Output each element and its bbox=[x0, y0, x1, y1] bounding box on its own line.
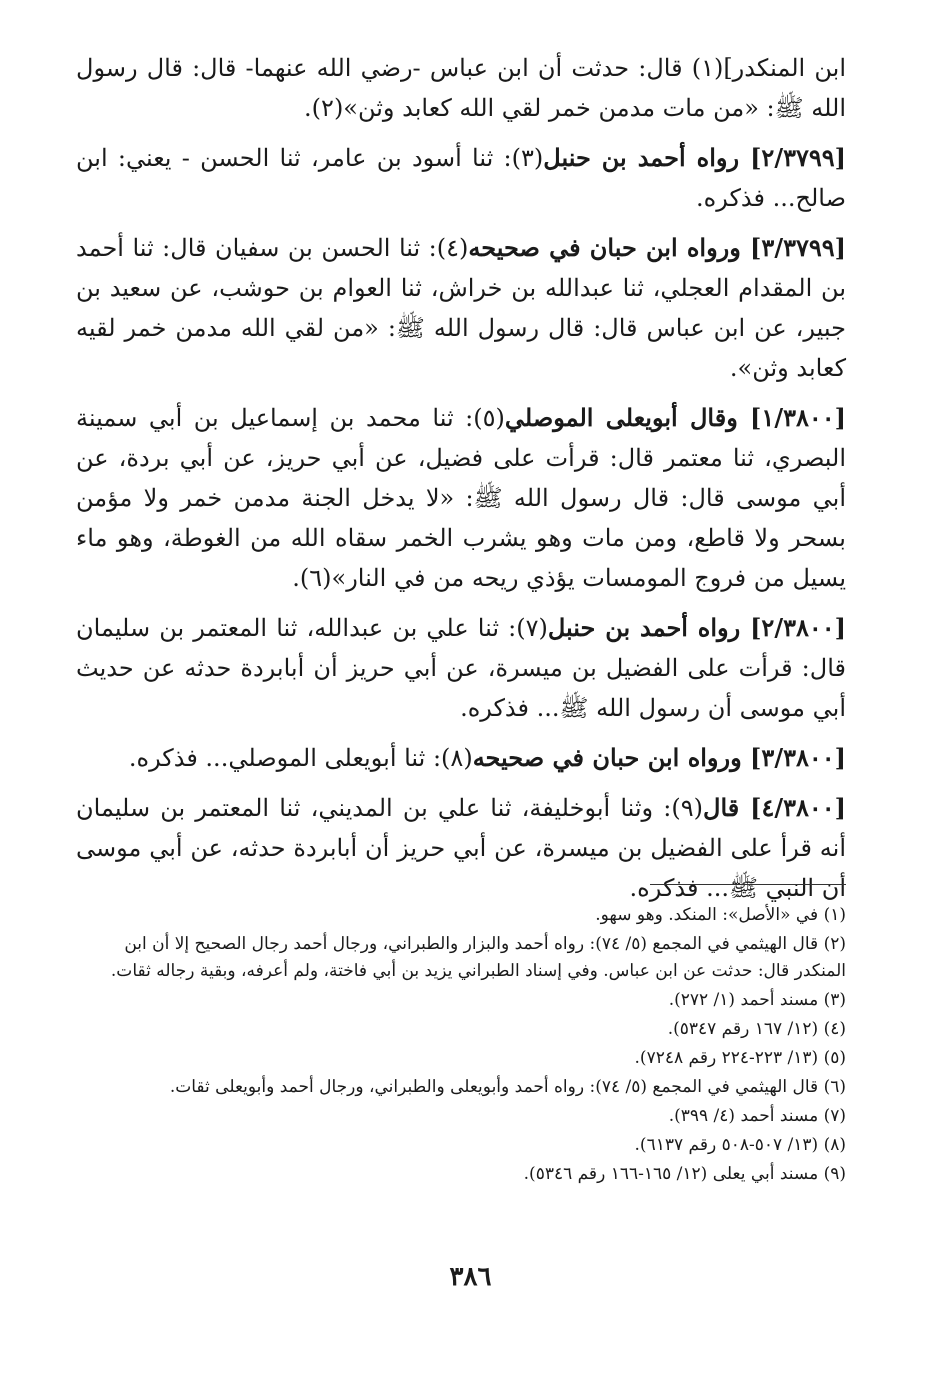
footnote: (٩) مسند أبي يعلى (١٢/ ١٦٥-١٦٦ رقم ٥٣٤٦). bbox=[523, 1164, 846, 1184]
main-text bbox=[76, 48, 846, 918]
paragraph-ref: [٣/٣٧٩٩] ورواه ابن حبان في صحيحه bbox=[468, 233, 846, 262]
paragraph-text: ابن المنكدر](١) قال: حدثت أن ابن عباس -رضي الله عنهما- قال: قال رسول الله ﷺ: «من مات مدمن خمر لقي الله كعابد وثن»(٢). bbox=[76, 54, 846, 122]
footnotes bbox=[96, 902, 846, 1190]
paragraph-ref: [١/٣٨٠٠] وقال أبويعلى الموصلي bbox=[504, 403, 846, 432]
footnote: (٨) (١٣/ ٥٠٧-٥٠٨ رقم ٦١٣٧). bbox=[634, 1135, 846, 1155]
paragraph-6 bbox=[76, 738, 846, 778]
paragraph-ref: [٤/٣٨٠٠] قال bbox=[703, 793, 847, 822]
paragraph-text: (٩): وثنا أبوخليفة، ثنا علي بن المديني، ثنا المعتمر بن سليمان أنه قرأ على الفضيل بن ميسرة، عن أبي حريز أن أبابردة حدثه، عن أبي موسى أن النبي ﷺ... فذكره. bbox=[76, 794, 846, 902]
paragraph-7 bbox=[76, 788, 846, 908]
footnote: (٢) قال الهيثمي في المجمع (٥/ ٧٤): رواه أحمد والبزار والطبراني، ورجال أحمد رجال الصحيح إلا أن ابن المنكدر قال: حدثت عن ابن عباس. وفي إسناد الطبراني يزيد بن أبي فاختة، ولم أعرفه، وبقية رجاله ثقات. bbox=[110, 934, 846, 981]
paragraph-text: (٨): ثنا أبويعلى الموصلي... فذكره. bbox=[128, 744, 473, 772]
paragraph-1 bbox=[76, 48, 846, 128]
paragraph-3 bbox=[76, 228, 846, 388]
paragraph-ref: [٢/٣٧٩٩] رواه أحمد بن حنبل bbox=[543, 143, 846, 172]
footnote-divider bbox=[650, 884, 846, 885]
footnote: (٦) قال الهيثمي في المجمع (٥/ ٧٤): رواه أحمد وأبويعلى والطبراني، ورجال أحمد وأبويعلى ثقات. bbox=[169, 1077, 846, 1097]
footnote: (٣) مسند أحمد (١/ ٢٧٢). bbox=[668, 990, 846, 1010]
paragraph-text: (٣): ثنا أسود بن عامر، ثنا الحسن - يعني: ابن صالح... فذكره. bbox=[76, 144, 846, 212]
footnote: (٧) مسند أحمد (٤/ ٣٩٩). bbox=[668, 1106, 846, 1126]
footnote: (١) في «الأصل»: المنكد. وهو سهو. bbox=[595, 905, 846, 925]
paragraph-text: (٤): ثنا الحسن بن سفيان قال: ثنا أحمد بن المقدام العجلي، ثنا عبدالله بن خراش، ثنا العوام بن حوشب، عن سعيد بن جبير، عن ابن عباس قال: قال رسول الله ﷺ: «من لقي الله مدمن خمر لقيه كعابد وثن». bbox=[76, 234, 846, 382]
paragraph-text: (٥): ثنا محمد بن إسماعيل بن أبي سمينة البصري، ثنا معتمر قال: قرأت على فضيل، عن أبي حريز، عن أبي بردة، عن أبي موسى قال: قال رسول الله ﷺ: «لا يدخل الجنة مدمن خمر ولا مؤمن بسحر ولا قاطع، ومن مات وهو يشرب الخمر سقاه الله من الغوطة، وهو ماء يسيل من فروج المومسات يؤذي ريحه من في النار»(٦). bbox=[76, 404, 846, 592]
paragraph-4 bbox=[76, 398, 846, 598]
paragraph-ref: [٢/٣٨٠٠] رواه أحمد بن حنبل bbox=[547, 613, 846, 642]
footnote: (٥) (١٣/ ٢٢٣-٢٢٤ رقم ٧٢٤٨). bbox=[634, 1048, 846, 1068]
page-number: ٣٨٦ bbox=[449, 1262, 492, 1292]
footnote: (٤) (١٢/ ١٦٧ رقم ٥٣٤٧). bbox=[667, 1019, 846, 1039]
paragraph-5 bbox=[76, 608, 846, 728]
paragraph-text: (٧): ثنا علي بن عبدالله، ثنا المعتمر بن سليمان قال: قرأت على الفضيل بن ميسرة، عن أبي حريز أن أبابردة حدثه عن حديث أبي موسى أن رسول الله ﷺ... فذكره. bbox=[76, 614, 846, 722]
paragraph-2 bbox=[76, 138, 846, 218]
paragraph-ref: [٣/٣٨٠٠] ورواه ابن حبان في صحيحه bbox=[472, 743, 846, 772]
